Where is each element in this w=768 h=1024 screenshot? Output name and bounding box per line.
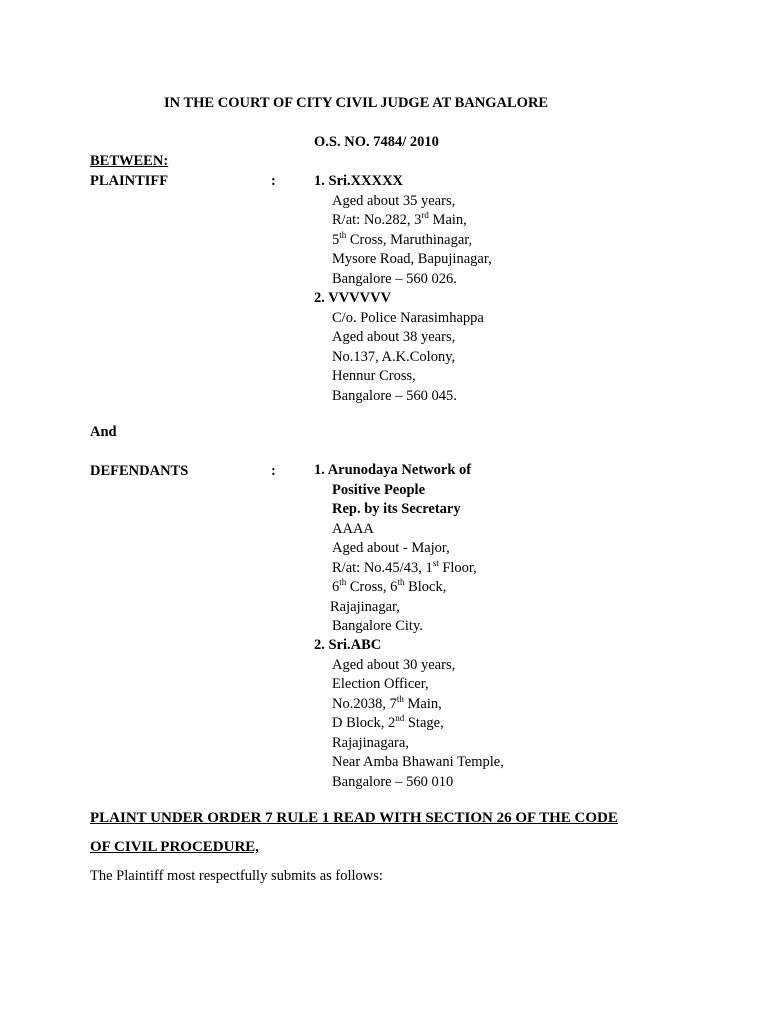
plaintiff-label: PLAINTIFF [90,173,169,189]
plaintiff-1-address-line: Bangalore – 560 026. [332,270,457,287]
and-label: And [90,424,117,440]
defendant-1-address-line: Bangalore City. [332,618,423,634]
plaintiff-1-address-line: R/at: No.282, 3rd Main, [332,210,467,228]
defendant-1-address-line: R/at: No.45/43, 1st Floor, [332,557,477,576]
defendants-label: DEFENDANTS [90,463,189,479]
plaintiff-colon: : [271,173,276,189]
plaint-heading-line-2: OF CIVIL PROCEDURE, [90,839,260,855]
plaintiff-2-address-line: No.137, A.K.Colony, [332,348,456,365]
defendant-1-secretary-name: AAAA [332,520,374,537]
defendant-1-age: Aged about - Major, [332,540,450,556]
defendant-2-name: 2. Sri.ABC [314,637,382,653]
defendant-2-address-line: Rajajinagara, [332,734,409,751]
defendant-2-address-line: No.2038, 7th Main, [332,693,442,712]
plaintiff-2-care-of: C/o. Police Narasimhappa [332,309,484,326]
defendant-1-block [314,461,477,637]
plaintiff-1-address-line: 5th Cross, Maruthinagar, [332,229,473,248]
plaintiff-2-name: 2. VVVVVV [314,290,392,306]
plaint-heading-line-1: PLAINT UNDER ORDER 7 RULE 1 READ WITH SECTION 26 OF THE CODE [90,810,618,826]
defendant-1-name: Positive People [332,481,426,498]
defendant-2-address-line: Bangalore – 560 010 [332,773,454,790]
plaintiff-2-block [314,289,484,406]
defendant-1-address-line: 6th Cross, 6th Block, [332,577,447,595]
defendant-1-representative: Rep. by its Secretary [332,501,461,517]
defendant-2-block [314,636,504,792]
defendants-colon: : [271,463,276,479]
plaintiff-2-address-line: Bangalore – 560 045. [332,387,457,404]
between-label: BETWEEN: [90,153,169,169]
plaintiff-1-address-line: Mysore Road, Bapujinagar, [332,251,492,267]
defendant-2-address-line: D Block, 2nd Stage, [332,713,444,731]
plaintiff-1-name: 1. Sri.XXXXX [314,173,404,189]
plaintiff-2-age: Aged about 38 years, [332,329,456,345]
plaintiff-1-block [314,172,492,289]
defendant-2-age: Aged about 30 years, [332,656,456,673]
defendant-1-address-line: Rajajinagar, [330,598,400,615]
case-number: O.S. NO. 7484/ 2010 [314,134,439,150]
opening-sentence: The Plaintiff most respectfully submits as follows: [90,868,383,884]
defendant-2-address-line: Near Amba Bhawani Temple, [332,754,504,770]
plaintiff-2-address-line: Hennur Cross, [332,368,416,384]
court-title: IN THE COURT OF CITY CIVIL JUDGE AT BANGALORE [164,95,549,111]
defendant-2-designation: Election Officer, [332,676,429,692]
defendant-1-name: 1. Arunodaya Network of [314,462,472,478]
plaintiff-1-age: Aged about 35 years, [332,192,456,209]
